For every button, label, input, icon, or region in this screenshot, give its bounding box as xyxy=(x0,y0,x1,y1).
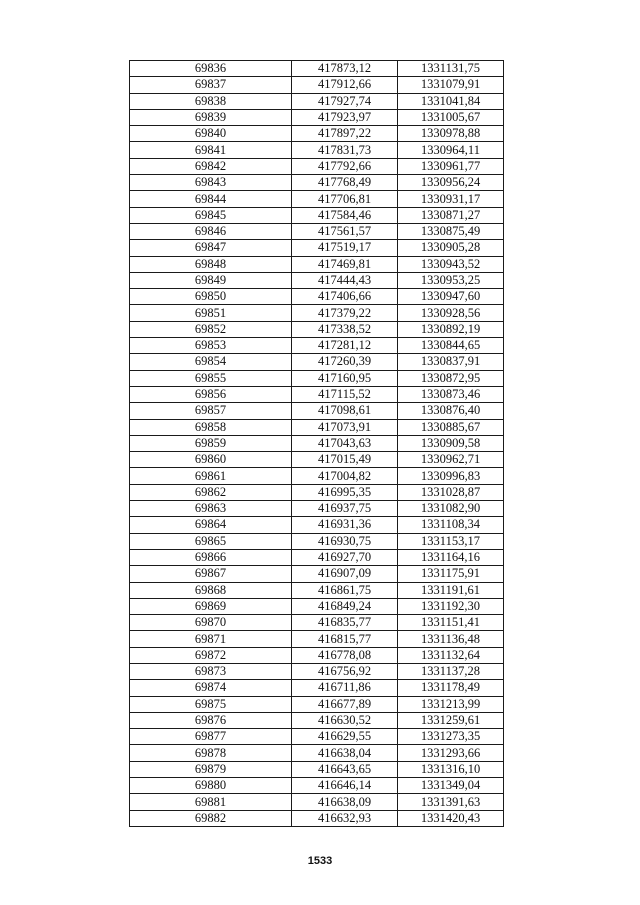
table-row xyxy=(130,647,504,663)
point-number-cell: 69855 xyxy=(130,370,292,386)
table-row xyxy=(130,778,504,794)
y-coordinate-cell: 1330953,25 xyxy=(398,272,504,288)
point-number-cell: 69864 xyxy=(130,517,292,533)
point-number-cell: 69846 xyxy=(130,223,292,239)
y-coordinate-cell: 1331131,75 xyxy=(398,61,504,77)
y-coordinate-cell: 1330978,88 xyxy=(398,126,504,142)
point-number-cell: 69837 xyxy=(130,77,292,93)
x-coordinate-cell: 417768,49 xyxy=(292,175,398,191)
y-coordinate-cell: 1330962,71 xyxy=(398,452,504,468)
x-coordinate-cell: 416756,92 xyxy=(292,663,398,679)
y-coordinate-cell: 1330892,19 xyxy=(398,321,504,337)
x-coordinate-cell: 417912,66 xyxy=(292,77,398,93)
page-number: 1533 xyxy=(307,855,333,867)
point-number-cell: 69879 xyxy=(130,761,292,777)
point-number-cell: 69860 xyxy=(130,452,292,468)
point-number-cell: 69865 xyxy=(130,533,292,549)
point-number-cell: 69877 xyxy=(130,729,292,745)
coordinates-table-body xyxy=(130,61,504,827)
x-coordinate-cell: 417406,66 xyxy=(292,289,398,305)
x-coordinate-cell: 417043,63 xyxy=(292,435,398,451)
y-coordinate-cell: 1330947,60 xyxy=(398,289,504,305)
table-row xyxy=(130,289,504,305)
y-coordinate-cell: 1331420,43 xyxy=(398,810,504,826)
x-coordinate-cell: 416937,75 xyxy=(292,501,398,517)
x-coordinate-cell: 417444,43 xyxy=(292,272,398,288)
x-coordinate-cell: 417015,49 xyxy=(292,452,398,468)
x-coordinate-cell: 417004,82 xyxy=(292,468,398,484)
table-row xyxy=(130,745,504,761)
y-coordinate-cell: 1330885,67 xyxy=(398,419,504,435)
point-number-cell: 69872 xyxy=(130,647,292,663)
table-row xyxy=(130,305,504,321)
x-coordinate-cell: 417379,22 xyxy=(292,305,398,321)
y-coordinate-cell: 1331273,35 xyxy=(398,729,504,745)
point-number-cell: 69882 xyxy=(130,810,292,826)
y-coordinate-cell: 1330873,46 xyxy=(398,386,504,402)
point-number-cell: 69858 xyxy=(130,419,292,435)
point-number-cell: 69840 xyxy=(130,126,292,142)
x-coordinate-cell: 416677,89 xyxy=(292,696,398,712)
x-coordinate-cell: 416778,08 xyxy=(292,647,398,663)
y-coordinate-cell: 1330956,24 xyxy=(398,175,504,191)
x-coordinate-cell: 417338,52 xyxy=(292,321,398,337)
x-coordinate-cell: 417260,39 xyxy=(292,354,398,370)
coordinates-table xyxy=(129,60,504,827)
table-row xyxy=(130,761,504,777)
x-coordinate-cell: 416711,86 xyxy=(292,680,398,696)
point-number-cell: 69874 xyxy=(130,680,292,696)
x-coordinate-cell: 417897,22 xyxy=(292,126,398,142)
x-coordinate-cell: 416632,93 xyxy=(292,810,398,826)
y-coordinate-cell: 1330996,83 xyxy=(398,468,504,484)
point-number-cell: 69878 xyxy=(130,745,292,761)
x-coordinate-cell: 416995,35 xyxy=(292,484,398,500)
y-coordinate-cell: 1331191,61 xyxy=(398,582,504,598)
point-number-cell: 69866 xyxy=(130,549,292,565)
x-coordinate-cell: 416646,14 xyxy=(292,778,398,794)
table-row xyxy=(130,810,504,826)
x-coordinate-cell: 417073,91 xyxy=(292,419,398,435)
table-row xyxy=(130,680,504,696)
point-number-cell: 69853 xyxy=(130,338,292,354)
table-row xyxy=(130,631,504,647)
table-row xyxy=(130,207,504,223)
point-number-cell: 69841 xyxy=(130,142,292,158)
y-coordinate-cell: 1331213,99 xyxy=(398,696,504,712)
table-row xyxy=(130,501,504,517)
table-row xyxy=(130,468,504,484)
x-coordinate-cell: 416629,55 xyxy=(292,729,398,745)
y-coordinate-cell: 1331151,41 xyxy=(398,615,504,631)
y-coordinate-cell: 1331391,63 xyxy=(398,794,504,810)
x-coordinate-cell: 417831,73 xyxy=(292,142,398,158)
y-coordinate-cell: 1330844,65 xyxy=(398,338,504,354)
point-number-cell: 69868 xyxy=(130,582,292,598)
point-number-cell: 69873 xyxy=(130,663,292,679)
table-row xyxy=(130,582,504,598)
point-number-cell: 69842 xyxy=(130,158,292,174)
table-row xyxy=(130,598,504,614)
y-coordinate-cell: 1330909,58 xyxy=(398,435,504,451)
y-coordinate-cell: 1331164,16 xyxy=(398,549,504,565)
x-coordinate-cell: 417792,66 xyxy=(292,158,398,174)
point-number-cell: 69857 xyxy=(130,403,292,419)
table-row xyxy=(130,61,504,77)
table-row xyxy=(130,435,504,451)
point-number-cell: 69851 xyxy=(130,305,292,321)
point-number-cell: 69839 xyxy=(130,109,292,125)
table-row xyxy=(130,386,504,402)
table-row xyxy=(130,517,504,533)
y-coordinate-cell: 1331349,04 xyxy=(398,778,504,794)
y-coordinate-cell: 1331041,84 xyxy=(398,93,504,109)
y-coordinate-cell: 1331316,10 xyxy=(398,761,504,777)
table-row xyxy=(130,403,504,419)
table-row xyxy=(130,452,504,468)
point-number-cell: 69875 xyxy=(130,696,292,712)
y-coordinate-cell: 1331108,34 xyxy=(398,517,504,533)
table-row xyxy=(130,354,504,370)
y-coordinate-cell: 1330876,40 xyxy=(398,403,504,419)
x-coordinate-cell: 417115,52 xyxy=(292,386,398,402)
y-coordinate-cell: 1330872,95 xyxy=(398,370,504,386)
table-row xyxy=(130,712,504,728)
point-number-cell: 69838 xyxy=(130,93,292,109)
point-number-cell: 69845 xyxy=(130,207,292,223)
x-coordinate-cell: 417469,81 xyxy=(292,256,398,272)
point-number-cell: 69862 xyxy=(130,484,292,500)
x-coordinate-cell: 416927,70 xyxy=(292,549,398,565)
x-coordinate-cell: 417160,95 xyxy=(292,370,398,386)
table-row xyxy=(130,93,504,109)
x-coordinate-cell: 416849,24 xyxy=(292,598,398,614)
table-row xyxy=(130,158,504,174)
x-coordinate-cell: 416835,77 xyxy=(292,615,398,631)
y-coordinate-cell: 1331259,61 xyxy=(398,712,504,728)
y-coordinate-cell: 1331175,91 xyxy=(398,566,504,582)
table-row xyxy=(130,533,504,549)
x-coordinate-cell: 416930,75 xyxy=(292,533,398,549)
table-row xyxy=(130,794,504,810)
point-number-cell: 69850 xyxy=(130,289,292,305)
table-row xyxy=(130,729,504,745)
point-number-cell: 69861 xyxy=(130,468,292,484)
table-row xyxy=(130,223,504,239)
y-coordinate-cell: 1330837,91 xyxy=(398,354,504,370)
point-number-cell: 69836 xyxy=(130,61,292,77)
y-coordinate-cell: 1331005,67 xyxy=(398,109,504,125)
y-coordinate-cell: 1330928,56 xyxy=(398,305,504,321)
x-coordinate-cell: 417873,12 xyxy=(292,61,398,77)
y-coordinate-cell: 1331137,28 xyxy=(398,663,504,679)
table-row xyxy=(130,321,504,337)
point-number-cell: 69867 xyxy=(130,566,292,582)
x-coordinate-cell: 416630,52 xyxy=(292,712,398,728)
table-row xyxy=(130,696,504,712)
x-coordinate-cell: 417923,97 xyxy=(292,109,398,125)
y-coordinate-cell: 1330871,27 xyxy=(398,207,504,223)
y-coordinate-cell: 1331153,17 xyxy=(398,533,504,549)
x-coordinate-cell: 416861,75 xyxy=(292,582,398,598)
table-row xyxy=(130,77,504,93)
point-number-cell: 69852 xyxy=(130,321,292,337)
point-number-cell: 69848 xyxy=(130,256,292,272)
point-number-cell: 69847 xyxy=(130,240,292,256)
point-number-cell: 69870 xyxy=(130,615,292,631)
x-coordinate-cell: 416931,36 xyxy=(292,517,398,533)
x-coordinate-cell: 416638,09 xyxy=(292,794,398,810)
x-coordinate-cell: 417561,57 xyxy=(292,223,398,239)
point-number-cell: 69844 xyxy=(130,191,292,207)
table-row xyxy=(130,549,504,565)
point-number-cell: 69871 xyxy=(130,631,292,647)
x-coordinate-cell: 417584,46 xyxy=(292,207,398,223)
table-row xyxy=(130,256,504,272)
table-row xyxy=(130,272,504,288)
y-coordinate-cell: 1330943,52 xyxy=(398,256,504,272)
x-coordinate-cell: 416907,09 xyxy=(292,566,398,582)
y-coordinate-cell: 1331293,66 xyxy=(398,745,504,761)
y-coordinate-cell: 1330905,28 xyxy=(398,240,504,256)
y-coordinate-cell: 1330875,49 xyxy=(398,223,504,239)
y-coordinate-cell: 1330964,11 xyxy=(398,142,504,158)
table-row xyxy=(130,175,504,191)
table-row xyxy=(130,109,504,125)
x-coordinate-cell: 417519,17 xyxy=(292,240,398,256)
point-number-cell: 69876 xyxy=(130,712,292,728)
table-row xyxy=(130,484,504,500)
point-number-cell: 69869 xyxy=(130,598,292,614)
y-coordinate-cell: 1331082,90 xyxy=(398,501,504,517)
point-number-cell: 69856 xyxy=(130,386,292,402)
table-row xyxy=(130,419,504,435)
x-coordinate-cell: 416643,65 xyxy=(292,761,398,777)
point-number-cell: 69863 xyxy=(130,501,292,517)
y-coordinate-cell: 1331028,87 xyxy=(398,484,504,500)
y-coordinate-cell: 1331132,64 xyxy=(398,647,504,663)
y-coordinate-cell: 1331178,49 xyxy=(398,680,504,696)
point-number-cell: 69859 xyxy=(130,435,292,451)
x-coordinate-cell: 416815,77 xyxy=(292,631,398,647)
point-number-cell: 69849 xyxy=(130,272,292,288)
x-coordinate-cell: 417927,74 xyxy=(292,93,398,109)
table-row xyxy=(130,126,504,142)
point-number-cell: 69843 xyxy=(130,175,292,191)
point-number-cell: 69881 xyxy=(130,794,292,810)
table-row xyxy=(130,191,504,207)
table-row xyxy=(130,338,504,354)
y-coordinate-cell: 1331192,30 xyxy=(398,598,504,614)
table-row xyxy=(130,370,504,386)
table-row xyxy=(130,240,504,256)
point-number-cell: 69880 xyxy=(130,778,292,794)
y-coordinate-cell: 1330961,77 xyxy=(398,158,504,174)
y-coordinate-cell: 1330931,17 xyxy=(398,191,504,207)
x-coordinate-cell: 417706,81 xyxy=(292,191,398,207)
point-number-cell: 69854 xyxy=(130,354,292,370)
y-coordinate-cell: 1331136,48 xyxy=(398,631,504,647)
x-coordinate-cell: 416638,04 xyxy=(292,745,398,761)
table-row xyxy=(130,615,504,631)
table-row xyxy=(130,566,504,582)
table-row xyxy=(130,663,504,679)
x-coordinate-cell: 417098,61 xyxy=(292,403,398,419)
x-coordinate-cell: 417281,12 xyxy=(292,338,398,354)
table-row xyxy=(130,142,504,158)
y-coordinate-cell: 1331079,91 xyxy=(398,77,504,93)
